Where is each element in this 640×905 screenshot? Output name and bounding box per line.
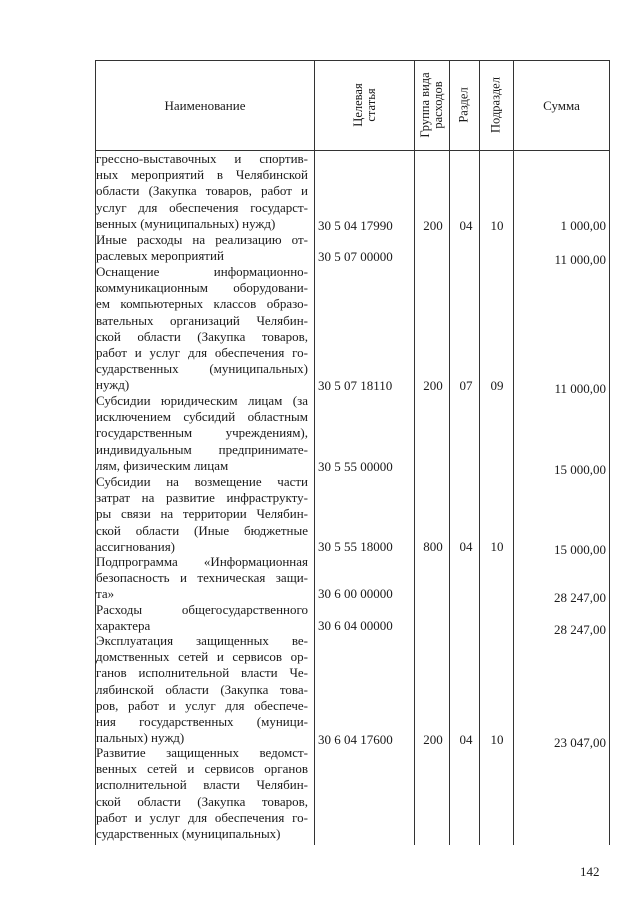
row-group: 200	[423, 732, 443, 747]
header-section: Раздел	[456, 87, 471, 123]
row-sum: 1 000,00	[560, 218, 606, 233]
header-sum: Сумма	[543, 98, 580, 113]
row-group: 200	[423, 218, 443, 233]
row-section: 04	[459, 218, 473, 233]
col-divider-subsection	[479, 60, 480, 845]
row-code: 30 6 00 00000	[318, 586, 393, 601]
col-divider-target	[314, 60, 315, 845]
row-section: 04	[459, 732, 473, 747]
col-divider-section	[449, 60, 450, 845]
row-code: 30 5 07 00000	[318, 249, 393, 264]
row-subsection: 09	[490, 378, 504, 393]
col-divider-sum	[513, 60, 514, 845]
row-sum: 11 000,00	[554, 252, 606, 267]
row-sum: 28 247,00	[554, 622, 606, 637]
row-name: Оснащение информационно- коммуникационным оборудовани- ем компьютерных классов образо- вательных организаций Челябин- ской области (Закупка товаров, работ и услуг для обеспечения го- сударственных (муниципальных) нужд)	[96, 264, 308, 393]
row-code: 30 6 04 17600	[318, 732, 393, 747]
row-subsection: 10	[490, 539, 504, 554]
page-number: 142	[580, 864, 600, 879]
table-top-border	[95, 60, 610, 61]
row-name: Эксплуатация защищенных ве- домственных сетей и сервисов ор- ганов исполнительной власти Че- лябинской области (Закупка това- ров, работ и услуг для обеспече- ния государственных (муници- пальных) нужд)	[96, 633, 308, 746]
row-sum: 28 247,00	[554, 590, 606, 605]
row-code: 30 5 55 00000	[318, 459, 393, 474]
row-name: Иные расходы на реализацию от- раслевых мероприятий	[96, 232, 308, 264]
col-divider-group	[414, 60, 415, 845]
header-target-article: Целевая статья	[351, 83, 378, 127]
row-name: Субсидии юридическим лицам (за исключением субсидий областным государственным учреждениям), индивидуальным предпринимате- лям, физическим лицам	[96, 393, 308, 473]
row-sum: 15 000,00	[554, 542, 606, 557]
table-right-border	[609, 60, 610, 845]
header-subsection: Подраздел	[488, 77, 503, 133]
row-name: Развитие защищенных ведомст- венных сетей и сервисов органов исполнительной власти Челябин- ской области (Закупка товаров, работ и услуг для обеспечения го- сударственных (муниципальных)	[96, 745, 308, 841]
row-group: 200	[423, 378, 443, 393]
row-code: 30 5 55 18000	[318, 539, 393, 554]
header-expense-group: Группа вида расходов	[418, 72, 445, 138]
row-name: Подпрограмма «Информационная безопасность и техническая защи- та»	[96, 554, 308, 602]
row-code: 30 6 04 00000	[318, 618, 393, 633]
row-sum: 11 000,00	[554, 381, 606, 396]
row-section: 04	[459, 539, 473, 554]
row-sum: 15 000,00	[554, 462, 606, 477]
row-code: 30 5 07 18110	[318, 378, 393, 393]
row-name: Субсидии на возмещение части затрат на развитие инфраструкту- ры связи на территории Челябин- ской области (Иные бюджетные ассигнования)	[96, 474, 308, 554]
row-sum: 23 047,00	[554, 735, 606, 750]
row-code: 30 5 04 17990	[318, 218, 393, 233]
row-section: 07	[459, 378, 473, 393]
header-name: Наименование	[164, 98, 246, 113]
row-name: грессно-выставочных и спортив- ных мероприятий в Челябинской области (Закупка товаров, работ и услуг для обеспечения государст- венных (муниципальных) нужд)	[96, 151, 308, 231]
row-name: Расходы общегосударственного характера	[96, 602, 308, 634]
row-subsection: 10	[490, 732, 504, 747]
row-group: 800	[423, 539, 443, 554]
row-subsection: 10	[490, 218, 504, 233]
